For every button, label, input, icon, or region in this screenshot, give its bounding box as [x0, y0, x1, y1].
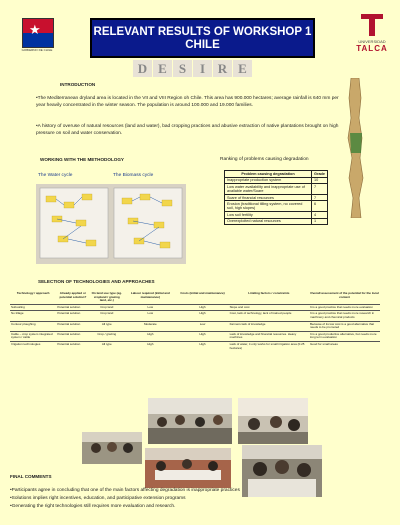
introduction-paragraph-1: •The Mediterranean dryland area is located in the VII and VIII Region oh Chile. This area has 900.000 hectares; average rainfall is 640 mm per year heavily concentrated in the winter season. The population is around 100.000 and 19.000 families. — [36, 96, 339, 108]
tech-cell: All type — [89, 321, 124, 331]
problem-cell: Overexploited natural resources — [225, 218, 312, 225]
tech-header-cell: Limiting factors / constraints — [248, 291, 290, 295]
tech-cell: Potential solution — [56, 331, 89, 341]
problem-cell: Scare of financial resources — [225, 194, 312, 201]
tech-header-cell: Technology / approach — [16, 291, 50, 295]
left-logo-caption: GOBIERNO DE CHILE — [21, 48, 53, 52]
problem-cell: Low water availability and inappropriate use of available water/Soare — [225, 184, 312, 195]
technologies-header-row — [10, 291, 380, 304]
table-row — [225, 177, 328, 184]
methodology-photo — [36, 184, 186, 264]
tech-cell: Because of its low cost is a good alternative that needs to be promoted — [309, 321, 380, 331]
ranking-col-problem: Problem causing degradation — [225, 171, 312, 178]
university-logo — [350, 14, 394, 74]
tech-header-cell: Labour required (initial and maintenance) — [130, 291, 170, 299]
technologies-heading: SELECTION OF TECHNOLOGIES AND APPROACHES — [38, 279, 155, 284]
tech-cell: High — [124, 331, 176, 341]
desire-letter: S — [173, 60, 192, 77]
table-row — [225, 184, 328, 195]
grade-cell: 10 — [312, 177, 328, 184]
title-line-2: CHILE — [185, 39, 220, 51]
chile-map-icon — [345, 78, 367, 218]
grade-cell: 7 — [312, 184, 328, 195]
tech-cell: It is a good productive alternative, but needs more long term evaluation — [309, 331, 380, 341]
title-banner — [90, 18, 315, 58]
university-mark-icon — [361, 14, 383, 36]
tech-cell: Cattle – crop system integrated system / cattle — [10, 331, 56, 341]
ranking-table — [224, 170, 328, 225]
final-comment-2: •Solutions implies right incentives, education, and participative extension programs — [10, 496, 186, 501]
final-comment-3: •Generating the right technologies still requires more evaluation and research. — [10, 504, 176, 509]
tech-cell: Irrigation technologies — [10, 341, 56, 351]
government-logo — [14, 18, 60, 64]
desire-letter: R — [213, 60, 232, 77]
workshop-photo-1 — [148, 398, 232, 444]
problem-cell: Inappropriate production system — [225, 177, 312, 184]
tech-cell: High — [124, 341, 176, 351]
university-label: UNIVERSIDAD — [358, 39, 386, 44]
tech-cell: Low — [124, 304, 176, 311]
tech-cell: Cost, lack of technology, lack of trained people — [229, 311, 309, 321]
workshop-photo-2 — [238, 398, 308, 444]
tech-cell: Moderate — [124, 321, 176, 331]
tech-cell: Slope and cost — [229, 304, 309, 311]
tech-cell: Potential solution — [56, 304, 89, 311]
tech-cell: Potential solution — [56, 321, 89, 331]
tech-header-cell: Costs (initial and maintenance) — [180, 291, 225, 295]
title-line-1: RELEVANT RESULTS OF WORKSHOP 1 — [93, 26, 312, 38]
grade-cell: 1 — [312, 218, 328, 225]
tech-header-cell: Overall assessment of the potential for the local context — [310, 291, 379, 299]
introduction-heading: INTRODUCTION — [60, 82, 96, 87]
water-cycle-label: The Water cycle — [38, 173, 73, 178]
tech-cell: All type — [89, 341, 124, 351]
introduction-paragraph-2: •A history of overuse of natural resources (land and water), bad cropping practices and abusive extraction of native plantations brought on high pressure on soil and water conservation. — [36, 124, 339, 136]
grade-cell: 6 — [312, 201, 328, 212]
tech-cell: High — [176, 304, 228, 311]
table-row — [10, 341, 380, 351]
table-row — [225, 194, 328, 201]
tech-cell: Low — [176, 321, 228, 331]
problem-cell: Low soil fertility — [225, 211, 312, 218]
table-row — [225, 211, 328, 218]
ranking-header-row — [225, 171, 328, 178]
grade-cell: 4 — [312, 211, 328, 218]
table-row — [10, 304, 380, 311]
tech-cell: High — [176, 341, 228, 351]
final-comments-heading: FINAL COMMENTS — [10, 474, 52, 479]
technologies-table — [10, 291, 380, 351]
table-row — [10, 331, 380, 341]
university-name: TALCA — [356, 44, 388, 53]
tech-cell: Low — [124, 311, 176, 321]
tech-cell: Subsoiling — [10, 304, 56, 311]
tech-cell: Good for small areas — [309, 341, 380, 351]
tech-cell: Crop land — [89, 311, 124, 321]
desire-letter: E — [233, 60, 252, 77]
workshop-photo-3 — [82, 432, 142, 464]
tech-cell: Potential solution — [56, 341, 89, 351]
tech-cell: High — [176, 311, 228, 321]
table-row — [10, 321, 380, 331]
desire-letter: I — [193, 60, 212, 77]
table-row — [225, 218, 328, 225]
methodology-heading: WORKING WITH THE METHODOLOGY — [40, 157, 124, 162]
tech-cell: Crop land — [89, 304, 124, 311]
tech-cell: It is a good practice that needs more evaluation — [309, 304, 380, 311]
workshop-photo-4 — [145, 448, 231, 488]
desire-letter: E — [153, 60, 172, 77]
tech-cell: Lack of water, it only works for small irrigation area (0.25 hectares) — [229, 341, 309, 351]
tech-cell: No tillage — [10, 311, 56, 321]
table-row — [10, 311, 380, 321]
problem-cell: Erosion (traditional tilling system, no covered soil, high slopes) — [225, 201, 312, 212]
tech-cell: Lack of knowledge and financial resources. Heavy machines — [229, 331, 309, 341]
tech-header-cell: Already applied or potential solution? — [59, 291, 87, 299]
ranking-heading: Ranking of problems causing degradation — [220, 157, 309, 162]
tech-cell: Crop / grazing — [89, 331, 124, 341]
tech-cell: Farmers lack of knowledge — [229, 321, 309, 331]
biomass-cycle-label: The Biomass cycle — [113, 173, 154, 178]
star-icon: ★ — [29, 22, 41, 37]
grade-cell: 7 — [312, 194, 328, 201]
desire-logo — [133, 60, 273, 78]
tech-cell: High — [176, 331, 228, 341]
tech-cell: It is a good practice that needs more research in machinery and chemical products — [309, 311, 380, 321]
tech-cell: Contour ploughing — [10, 321, 56, 331]
desire-letter: D — [133, 60, 152, 77]
tech-header-cell: On land use type (eg. cropland / grazing land, etc.) — [91, 291, 122, 303]
ranking-col-grade: Grade — [312, 171, 328, 178]
final-comment-1: •Participants agree in concluding that one of the main factors affecting degradation is inappropriate practices — [10, 488, 240, 493]
table-row — [225, 201, 328, 212]
tech-cell: Potential solution — [56, 311, 89, 321]
